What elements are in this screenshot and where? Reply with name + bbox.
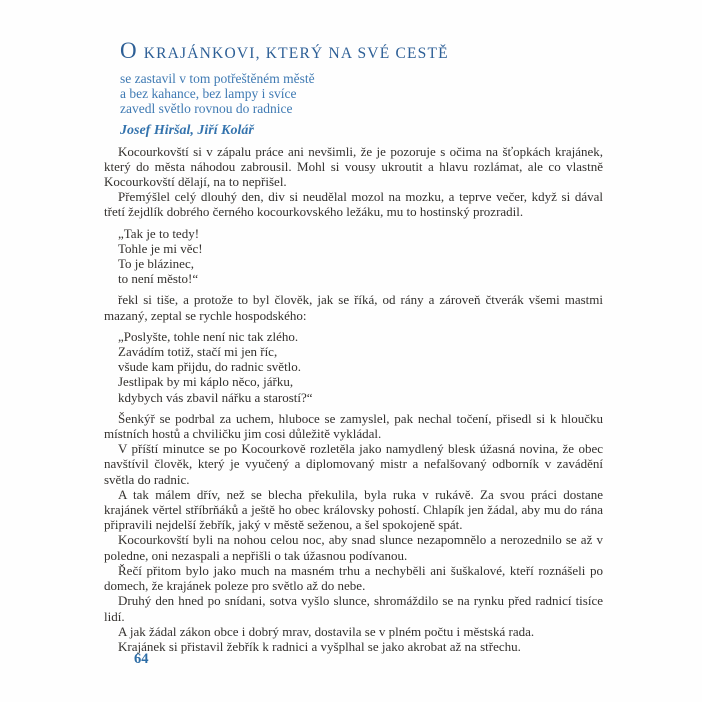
chapter-text xyxy=(104,144,603,655)
verse-line: všude kam přijdu, do radnic světlo. xyxy=(118,359,302,375)
paragraph: A jak žádal zákon obce i dobrý mrav, dostavila se v plném počtu i městská rada. xyxy=(118,623,535,639)
page-number: 64 xyxy=(134,651,149,667)
chapter-subtitle xyxy=(120,71,603,117)
paragraph: Řečí přitom bylo jako much na masném trhu a nechyběli ani šuškalové, kteří roznášeli po domech, že krajánek poleze pro světlo až do nebe. xyxy=(104,562,603,594)
subtitle-line: se zastavil v tom potřeštěném městě xyxy=(120,71,315,86)
verse-line: to není město!“ xyxy=(118,271,199,287)
verse-line: Jestlipak by mi káplo něco, jářku, xyxy=(118,374,294,390)
paragraph: Krajánek si přistavil žebřík k radnici a vyšplhal se jako akrobat až na střechu. xyxy=(118,638,521,654)
paragraph: V příští minutce se po Kocourkově rozletěla jako namydlený blesk úžasná novina, že obec navštívil člověk, který je vyučený a diplomovaný mistr a nefalšovaný odborník v zavádění světla do radnic. xyxy=(104,441,603,487)
chapter-authors: Josef Hiršal, Jiří Kolář xyxy=(120,122,254,138)
paragraph: Kocourkovští byli na nohou celou noc, aby snad slunce nezapomnělo a nerozednilo se až v poledne, oni nezaspali a nepřišli o tak úžasnou podívanou. xyxy=(104,532,603,563)
chapter-title: O KRAJÁNKOVI, KTERÝ NA SVÉ CESTĚ xyxy=(120,38,449,63)
paragraph: Přemýšlel celý dlouhý den, div si neudělal mozol na mozku, a teprve večer, když si dával třetí žejdlík dobrého černého kocourkovského ležáku, mu to hostinský prozradil. xyxy=(104,189,603,220)
verse-line: kdybych vás zbavil nářku a starostí?“ xyxy=(118,389,313,405)
verse-block xyxy=(118,226,603,287)
verse-line: Zavádím totiž, stačí mi jen říc, xyxy=(118,344,278,360)
verse-line: „Poslyšte, tohle není nic tak zlého. xyxy=(118,328,299,344)
paragraph: Kocourkovští si v zápalu práce ani nevšimli, že je pozoruje s očima na šťopkách krajánek, který do města náhodou zabrousil. Mohl si vousy ukroutit a hlavu rozlámat, ale co vlastně Kocourkovští dělají, na to nepřišel. xyxy=(104,143,603,190)
verse-line: Tohle je mi věc! xyxy=(118,240,203,256)
paragraph: A tak málem dřív, než se blecha překulila, byla ruka v rukávě. Za svou práci dostane krajánek věrtel stříbrňáků a ještě ho obec královsky pohostí. Chlapík jen žádal, aby mu do rána připravili nejdelší žebřík, jaký v městě seženou, a šel spokojeně spát. xyxy=(104,486,603,533)
chapter-heading xyxy=(120,40,603,139)
subtitle-line: a bez kahance, bez lampy i svíce xyxy=(120,86,297,102)
verse-line: To je blázinec, xyxy=(118,256,194,272)
verse-line: „Tak je to tedy! xyxy=(118,225,200,241)
paragraph: řekl si tiše, a protože to byl člověk, jak se říká, od rány a zároveň čtverák všemi mastmi mazaný, zeptal se rychle hospodského: xyxy=(104,292,603,323)
verse-block xyxy=(118,329,603,405)
subtitle-line: zavedl světlo rovnou do radnice xyxy=(120,101,293,117)
paragraph: Šenkýř se podrbal za uchem, hluboce se zamyslel, pak nechal točení, přisedl si k hloučku místních hostů a chviličku jim cosi důležitě vykládal. xyxy=(104,410,603,442)
paragraph: Druhý den hned po snídani, sotva vyšlo slunce, shromáždilo se na rynku před radnicí tisíce lidí. xyxy=(104,593,603,624)
